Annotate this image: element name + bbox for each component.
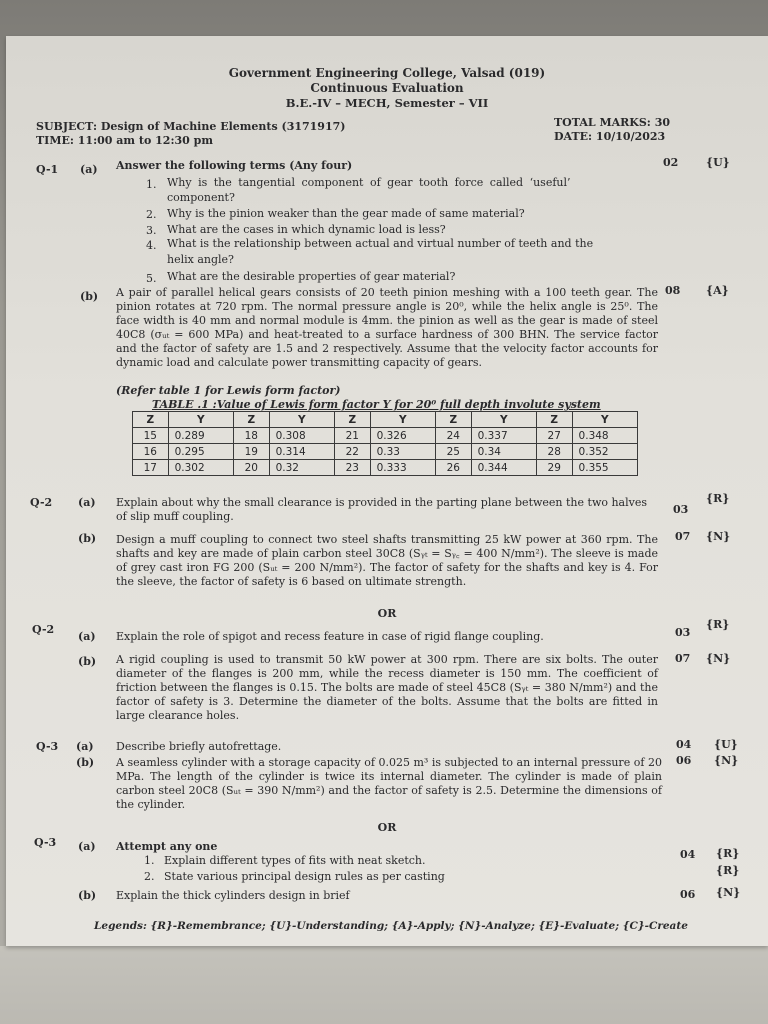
lewis-form-factor-table: [132, 411, 638, 476]
table-cell: 0.295: [168, 444, 233, 460]
q3a-label: (a): [76, 740, 94, 753]
table-cell: 0.33: [370, 444, 435, 460]
q1b-text: A pair of parallel helical gears consists of 20 teeth pinion meshing with a 100 teeth gear. The pinion rotates at 720 rpm. The normal pressure angle is 20⁰, while the helix angle is 25⁰. The face width is 40 mm and normal module is 4mm. the pinion as well as the gear is made of steel 40C8 (σᵤₜ = 600 MPa) and heat-treated to a surface hardness of 300 BHN. The service factor and the factor of safety are 1.5 and 2 respectively. Assume that the velocity factor accounts for dynamic load and calculate power transmitting capacity of gears.: [116, 286, 658, 369]
q3-alt-item-number: 2.: [144, 870, 155, 883]
q3-alt-b-marks: 06: [680, 888, 696, 901]
q3a-level: {U}: [714, 738, 738, 751]
q2a-marks: 03: [673, 503, 689, 516]
q1a-item-text: Why is the tangential component of gear tooth force called ‘useful’: [167, 176, 571, 189]
table-header-cell: Z: [334, 412, 370, 428]
table-cell: 23: [334, 460, 370, 476]
table-cell: 26: [435, 460, 471, 476]
paper-lower-edge: [0, 946, 768, 1024]
time-line: TIME: 11:00 am to 12:30 pm: [36, 134, 213, 147]
table-cell: 0.348: [572, 428, 637, 444]
total-marks: TOTAL MARKS: 30: [554, 116, 671, 129]
q1b-level: {A}: [706, 284, 729, 297]
table-cell: 20: [233, 460, 269, 476]
table-cell: 0.314: [269, 444, 334, 460]
table-cell: 0.289: [168, 428, 233, 444]
table-header-cell: Z: [233, 412, 269, 428]
q3-alt-item-level: {R}: [716, 864, 740, 877]
q1a-item-number: 4.: [146, 239, 157, 252]
q1a-item-text: What is the relationship between actual and virtual number of teeth and the: [167, 237, 594, 250]
table-row: [133, 444, 638, 460]
q1a-item-text: What are the cases in which dynamic load is less?: [167, 223, 446, 236]
or-divider: OR: [377, 821, 397, 834]
q3-alt-item-text: State various principal design rules as per casting: [164, 870, 445, 883]
question-paper: [6, 36, 768, 946]
q1-number: Q-1: [36, 163, 59, 176]
q3-alt-a-title: Attempt any one: [116, 840, 218, 853]
q2-alt-b-marks: 07: [675, 652, 691, 665]
table-cell: 0.344: [471, 460, 536, 476]
exam-name: Continuous Evaluation: [310, 81, 464, 95]
q2-alt-number: Q-2: [32, 623, 55, 636]
q1a-item-number: 3.: [146, 224, 157, 237]
q2a-level: {R}: [706, 492, 730, 505]
table-cell: 29: [536, 460, 572, 476]
table-header-cell: Y: [471, 412, 536, 428]
table-cell: 22: [334, 444, 370, 460]
q1a-item-text: Why is the pinion weaker than the gear made of same material?: [167, 207, 525, 220]
table-header-cell: Z: [536, 412, 572, 428]
table-cell: 25: [435, 444, 471, 460]
q2b-marks: 07: [675, 530, 691, 543]
q3-alt-item-text: Explain different types of fits with neat sketch.: [164, 854, 426, 867]
table-cell: 17: [133, 460, 169, 476]
course-name: B.E.-IV – MECH, Semester – VII: [285, 96, 489, 110]
table-cell: 16: [133, 444, 169, 460]
q1a-item-text: component?: [167, 191, 235, 204]
table-cell: 0.337: [471, 428, 536, 444]
q2-alt-a-label: (a): [78, 630, 96, 643]
q2-alt-a-level: {R}: [706, 618, 730, 631]
q1a-item-number: 1.: [146, 178, 157, 191]
table-header-cell: Y: [572, 412, 637, 428]
table-header-cell: Z: [435, 412, 471, 428]
q3a-marks: 04: [676, 738, 692, 751]
q3b-label: (b): [76, 756, 95, 769]
college-name: Government Engineering College, Valsad (019): [228, 66, 546, 80]
table-row: [133, 428, 638, 444]
q3-alt-a-label: (a): [78, 840, 96, 853]
q2-alt-a-text: Explain the role of spigot and recess feature in case of rigid flange coupling.: [116, 630, 544, 643]
table-row: [133, 460, 638, 476]
q1a-level: {U}: [706, 156, 730, 169]
table-header-cell: Y: [370, 412, 435, 428]
q3a-text: Describe briefly autofrettage.: [116, 740, 282, 753]
table-cell: 0.352: [572, 444, 637, 460]
q3-alt-b-text: Explain the thick cylinders design in brief: [116, 889, 350, 902]
q3b-marks: 06: [676, 754, 692, 767]
table-cell: 21: [334, 428, 370, 444]
q2b-text: Design a muff coupling to connect two steel shafts transmitting 25 kW power at 360 rpm. The shafts and key are made of plain carbon steel 30C8 (Sᵧₜ = Sᵧ꜀ = 400 N/mm²). The sleeve is made of grey cast iron FG 200 (Sᵤₜ = 200 N/mm²). The factor of safety for the shafts and key is 4. For the sleeve, the factor of safety is 6 based on ultimate strength.: [116, 533, 658, 588]
table-cell: 0.355: [572, 460, 637, 476]
q1a-title: Answer the following terms (Any four): [116, 159, 353, 172]
table-cell: 28: [536, 444, 572, 460]
q1b-marks: 08: [665, 284, 681, 297]
q1a-item-text: helix angle?: [167, 253, 234, 266]
q1a-label: (a): [80, 163, 98, 176]
q2b-level: {N}: [706, 530, 731, 543]
q3-number: Q-3: [36, 740, 59, 753]
q3-alt-item-number: 1.: [144, 854, 155, 867]
q3-alt-b-level: {N}: [716, 886, 741, 899]
exam-date: DATE: 10/10/2023: [554, 130, 666, 143]
q3-alt-number: Q-3: [34, 836, 57, 849]
table-cell: 18: [233, 428, 269, 444]
q1a-item-text: What are the desirable properties of gear material?: [167, 270, 456, 283]
q2-alt-b-label: (b): [78, 655, 97, 668]
table-cell: 24: [435, 428, 471, 444]
subject-line: SUBJECT: Design of Machine Elements (3171917): [36, 120, 346, 133]
q3-alt-item-level: {R}: [716, 847, 740, 860]
table-cell: 0.326: [370, 428, 435, 444]
lewis-table-header-row: [133, 412, 638, 428]
or-divider: OR: [377, 607, 397, 620]
q1a-marks: 02: [663, 156, 679, 169]
q1b-label: (b): [80, 290, 99, 303]
q2a-label: (a): [78, 496, 96, 509]
table-cell: 0.32: [269, 460, 334, 476]
q3-alt-b-label: (b): [78, 889, 97, 902]
lewis-table-caption: TABLE .1 :Value of Lewis form factor Y for 20⁰ full depth involute system: [152, 398, 601, 411]
q1a-item-number: 5.: [146, 272, 157, 285]
q2a-text: Explain about why the small clearance is provided in the parting plane between the two halves of slip muff coupling.: [116, 496, 648, 523]
table-cell: 0.302: [168, 460, 233, 476]
table-cell: 0.308: [269, 428, 334, 444]
table-cell: 19: [233, 444, 269, 460]
q3b-level: {N}: [714, 754, 739, 767]
q2-number: Q-2: [30, 496, 53, 509]
table-cell: 27: [536, 428, 572, 444]
q3b-text: A seamless cylinder with a storage capacity of 0.025 m³ is subjected to an internal pressure of 20 MPa. The length of the cylinder is twice its internal diameter. The cylinder is made of plain carbon steel 20C8 (Sᵤₜ = 390 N/mm²) and the factor of safety is 2.5. Determine the dimensions of the cylinder.: [116, 756, 662, 811]
table-header-cell: Y: [269, 412, 334, 428]
q3-alt-a-marks: 04: [680, 848, 696, 861]
table-cell: 15: [133, 428, 169, 444]
table-cell: 0.34: [471, 444, 536, 460]
q2-alt-a-marks: 03: [675, 626, 691, 639]
q2-alt-b-text: A rigid coupling is used to transmit 50 kW power at 300 rpm. There are six bolts. The outer diameter of the flanges is 200 mm, while the recess diameter is 150 mm. The coefficient of friction between the flanges is 0.15. The bolts are made of steel 45C8 (Sᵧₜ = 380 N/mm²) and the factor of safety is 3. Determine the diameter of the bolts. Assume that the bolts are fitted in large clearance holes.: [116, 653, 658, 722]
table-header-cell: Y: [168, 412, 233, 428]
q2b-label: (b): [78, 532, 97, 545]
table-header-cell: Z: [133, 412, 169, 428]
table-cell: 0.333: [370, 460, 435, 476]
q2-alt-b-level: {N}: [706, 652, 731, 665]
legend-footer: Legends: {R}-Remembrance; {U}-Understanding; {A}-Apply; {N}-Analyze; {E}-Evaluate; {C}-Create: [94, 920, 688, 932]
q1a-item-number: 2.: [146, 208, 157, 221]
q1b-table-reference: (Refer table 1 for Lewis form factor): [116, 384, 341, 397]
